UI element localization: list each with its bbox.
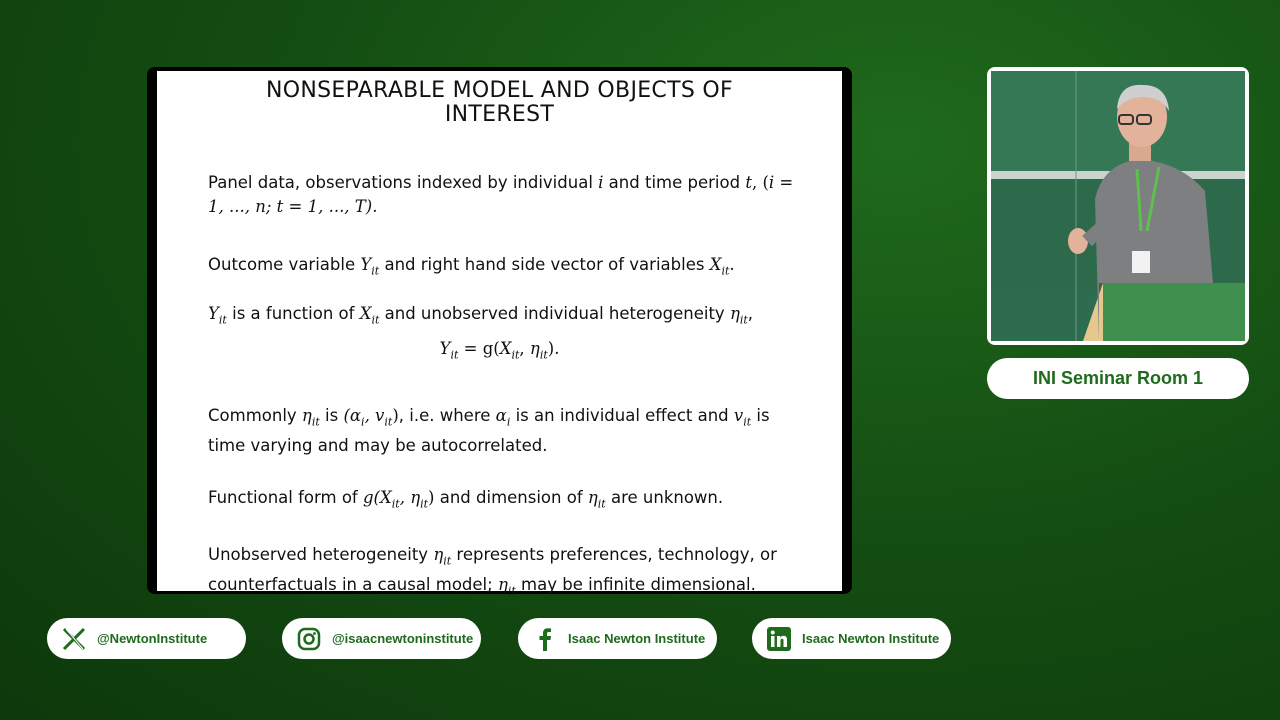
speaker-video-image bbox=[991, 71, 1245, 341]
subscript: it bbox=[721, 264, 730, 278]
math-X: X bbox=[499, 339, 512, 358]
math-index-range: 1, ..., n; t = 1, ..., T). bbox=[208, 197, 378, 216]
slide-content bbox=[157, 71, 842, 598]
math-v: v bbox=[733, 406, 744, 425]
math-alpha: α bbox=[495, 406, 507, 425]
math-alpha: (α bbox=[343, 406, 362, 425]
math-g: g(X bbox=[363, 488, 392, 507]
facebook-icon bbox=[532, 626, 558, 652]
math-Y: Y bbox=[439, 339, 451, 358]
paragraph-commonly bbox=[208, 404, 798, 458]
subscript: it bbox=[443, 554, 452, 568]
subscript: it bbox=[597, 497, 606, 511]
slide-title bbox=[157, 79, 842, 127]
social-instagram-pill[interactable] bbox=[282, 618, 481, 659]
social-x-pill[interactable] bbox=[47, 618, 246, 659]
slide-title-line-1: NONSEPARABLE MODEL AND OBJECTS OF bbox=[266, 78, 733, 103]
subscript: it bbox=[450, 348, 459, 362]
social-instagram-label: @isaacnewtoninstitute bbox=[332, 631, 474, 646]
math-eta: η bbox=[729, 304, 740, 323]
social-linkedin-label: Isaac Newton Institute bbox=[802, 631, 940, 646]
math-t: t bbox=[745, 173, 752, 192]
text: , ( bbox=[751, 173, 769, 192]
text: and time period bbox=[603, 173, 746, 192]
text: is bbox=[319, 406, 344, 425]
paragraph-functional-form bbox=[208, 486, 798, 516]
paragraph-unobserved-heterogeneity bbox=[208, 543, 798, 604]
math-text: , bbox=[519, 339, 530, 358]
paragraph-function-of bbox=[208, 302, 798, 332]
social-facebook-pill[interactable] bbox=[518, 618, 717, 659]
text: , i.e. where bbox=[398, 406, 496, 425]
speaker-video bbox=[991, 71, 1245, 341]
subscript: it bbox=[420, 497, 429, 511]
subscript: it bbox=[507, 584, 516, 598]
subscript: it bbox=[511, 348, 520, 362]
instagram-icon bbox=[296, 626, 322, 652]
subscript: i bbox=[506, 415, 511, 429]
subscript: it bbox=[371, 313, 380, 327]
math-eta: η bbox=[529, 339, 540, 358]
math-Y: Y bbox=[360, 255, 372, 274]
text: and dimension of bbox=[434, 488, 588, 507]
subscript: it bbox=[218, 313, 227, 327]
subscript: it bbox=[539, 348, 548, 362]
math-Y: Y bbox=[208, 304, 219, 323]
text: Commonly bbox=[208, 406, 302, 425]
text: Panel data, observations indexed by individual bbox=[208, 173, 599, 192]
text: may be infinite dimensional. bbox=[515, 575, 756, 595]
text: and unobserved individual heterogeneity bbox=[379, 304, 730, 323]
text: Outcome variable bbox=[208, 255, 361, 274]
social-linkedin-pill[interactable] bbox=[752, 618, 951, 659]
subscript: it bbox=[384, 415, 393, 429]
math-text: ) bbox=[392, 406, 399, 425]
subscript: it bbox=[739, 313, 748, 327]
text: counterfactuals in a causal model; bbox=[208, 575, 498, 595]
text: = bbox=[774, 173, 794, 192]
text: Unobserved heterogeneity bbox=[208, 545, 434, 564]
math-i: i bbox=[598, 173, 604, 192]
x-logo-icon bbox=[61, 626, 87, 652]
subscript: it bbox=[391, 497, 400, 511]
linkedin-icon bbox=[766, 626, 792, 652]
math-i: i bbox=[768, 173, 775, 192]
subscript: i bbox=[361, 415, 365, 429]
math-eta: η bbox=[433, 545, 444, 564]
text: is bbox=[751, 406, 770, 425]
math-eta: η bbox=[301, 406, 312, 425]
speaker-video-frame bbox=[987, 67, 1249, 345]
math-v: , v bbox=[364, 406, 385, 425]
text: , bbox=[747, 304, 754, 323]
paragraph-outcome-variable bbox=[208, 253, 798, 283]
math-X: X bbox=[709, 255, 722, 274]
text: and right hand side vector of variables bbox=[379, 255, 710, 274]
math-text: ) bbox=[428, 488, 435, 507]
text: is an individual effect and bbox=[510, 406, 734, 425]
subscript: it bbox=[371, 264, 380, 278]
display-equation bbox=[157, 339, 842, 361]
text: Functional form of bbox=[208, 488, 363, 507]
text: time varying and may be autocorrelated. bbox=[208, 436, 548, 456]
text: is a function of bbox=[226, 304, 360, 323]
text: represents preferences, technology, or bbox=[451, 545, 777, 564]
text: . bbox=[729, 255, 735, 274]
room-label: INI Seminar Room 1 bbox=[987, 358, 1249, 399]
presentation-slide bbox=[147, 67, 852, 598]
math-text: ). bbox=[547, 339, 560, 358]
social-facebook-label: Isaac Newton Institute bbox=[568, 631, 706, 646]
math-eta: η bbox=[497, 575, 508, 595]
subscript: it bbox=[743, 415, 752, 429]
math-X: X bbox=[359, 304, 372, 323]
text: are unknown. bbox=[605, 488, 724, 507]
math-text: = g( bbox=[458, 339, 500, 358]
social-x-label: @NewtonInstitute bbox=[97, 631, 208, 646]
math-eta: η bbox=[587, 488, 598, 507]
math-eta: , η bbox=[399, 488, 421, 507]
slide-title-line-2: INTEREST bbox=[444, 102, 555, 127]
paragraph-panel-data bbox=[208, 171, 798, 219]
subscript: it bbox=[311, 415, 320, 429]
